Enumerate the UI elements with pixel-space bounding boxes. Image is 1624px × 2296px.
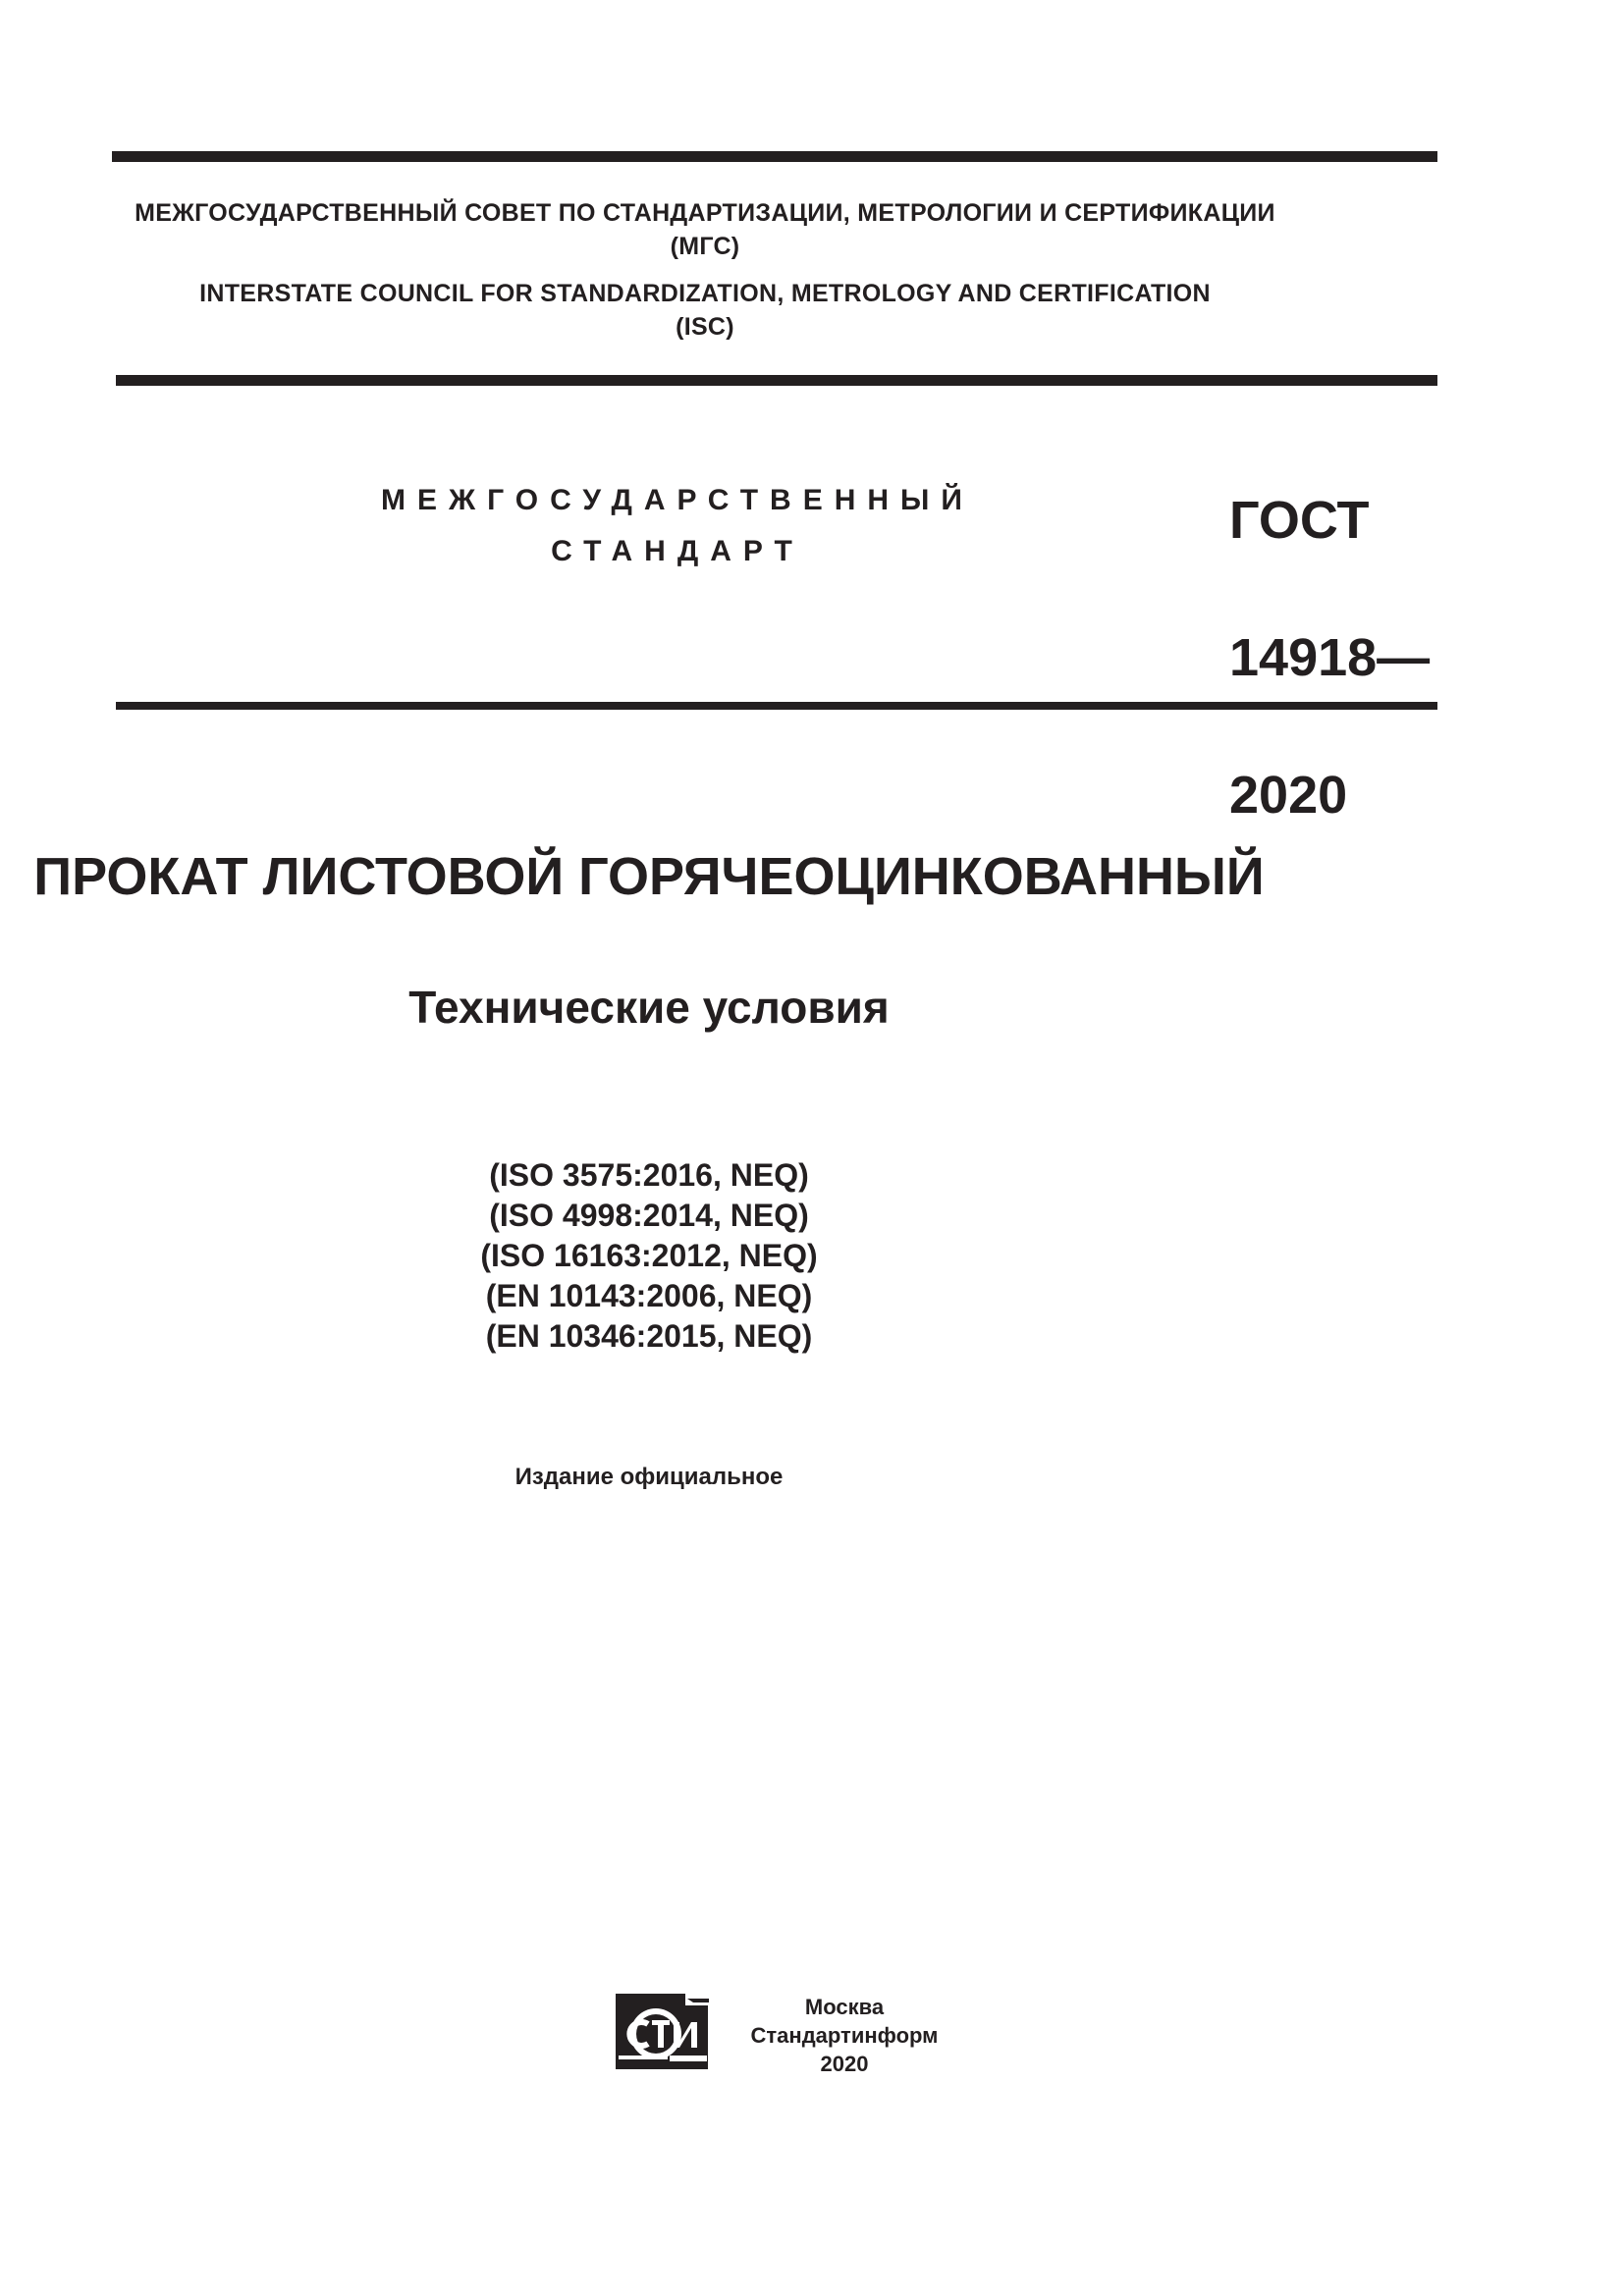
standard-kind-line2: СТАНДАРТ bbox=[551, 535, 804, 567]
council-abbrev-en: (ISC) bbox=[676, 313, 734, 341]
imprint-city: Москва bbox=[804, 1995, 885, 2019]
reference-standard: (ISO 3575:2016, NEQ) bbox=[489, 1157, 809, 1193]
standard-code: ГОСТ bbox=[1229, 491, 1370, 550]
standard-kind-line1: МЕЖГОСУДАРСТВЕННЫЙ bbox=[381, 484, 974, 516]
council-name-ru-line1: МЕЖГОСУДАРСТВЕННЫЙ СОВЕТ ПО СТАНДАРТИЗАЦИИ, МЕТРОЛОГИИ И СЕРТИФИКАЦИИ bbox=[135, 199, 1275, 227]
council-name-ru bbox=[116, 196, 1294, 263]
council-abbrev-ru: (МГС) bbox=[670, 233, 740, 260]
header-rule bbox=[116, 375, 1437, 386]
council-name-en bbox=[116, 277, 1294, 344]
top-rule bbox=[112, 151, 1437, 162]
reference-standard: (ISO 4998:2014, NEQ) bbox=[489, 1198, 809, 1233]
edition-note: Издание официальное bbox=[514, 1464, 784, 1490]
council-name-en-line1: INTERSTATE COUNCIL FOR STANDARDIZATION, METROLOGY AND CERTIFICATION bbox=[199, 280, 1211, 307]
document-title: ПРОКАТ ЛИСТОВОЙ ГОРЯЧЕОЦИНКОВАННЫЙ bbox=[33, 847, 1265, 906]
standard-kind bbox=[324, 475, 1031, 577]
imprint-publisher: Стандартинформ bbox=[750, 2023, 939, 2048]
imprint bbox=[727, 1993, 962, 2078]
standard-designation bbox=[1229, 417, 1430, 898]
designation-rule bbox=[116, 702, 1437, 710]
standard-number: 14918— bbox=[1229, 628, 1431, 687]
standard-year: 2020 bbox=[1229, 766, 1348, 825]
reference-standard: (EN 10346:2015, NEQ) bbox=[485, 1318, 813, 1354]
document-subtitle: Технические условия bbox=[408, 982, 890, 1033]
imprint-year: 2020 bbox=[820, 2052, 869, 2076]
reference-standards-list bbox=[0, 1155, 1310, 1357]
reference-standard: (EN 10143:2006, NEQ) bbox=[485, 1278, 813, 1313]
publisher-logo-icon bbox=[615, 1993, 711, 2071]
reference-standard: (ISO 16163:2012, NEQ) bbox=[480, 1238, 818, 1273]
